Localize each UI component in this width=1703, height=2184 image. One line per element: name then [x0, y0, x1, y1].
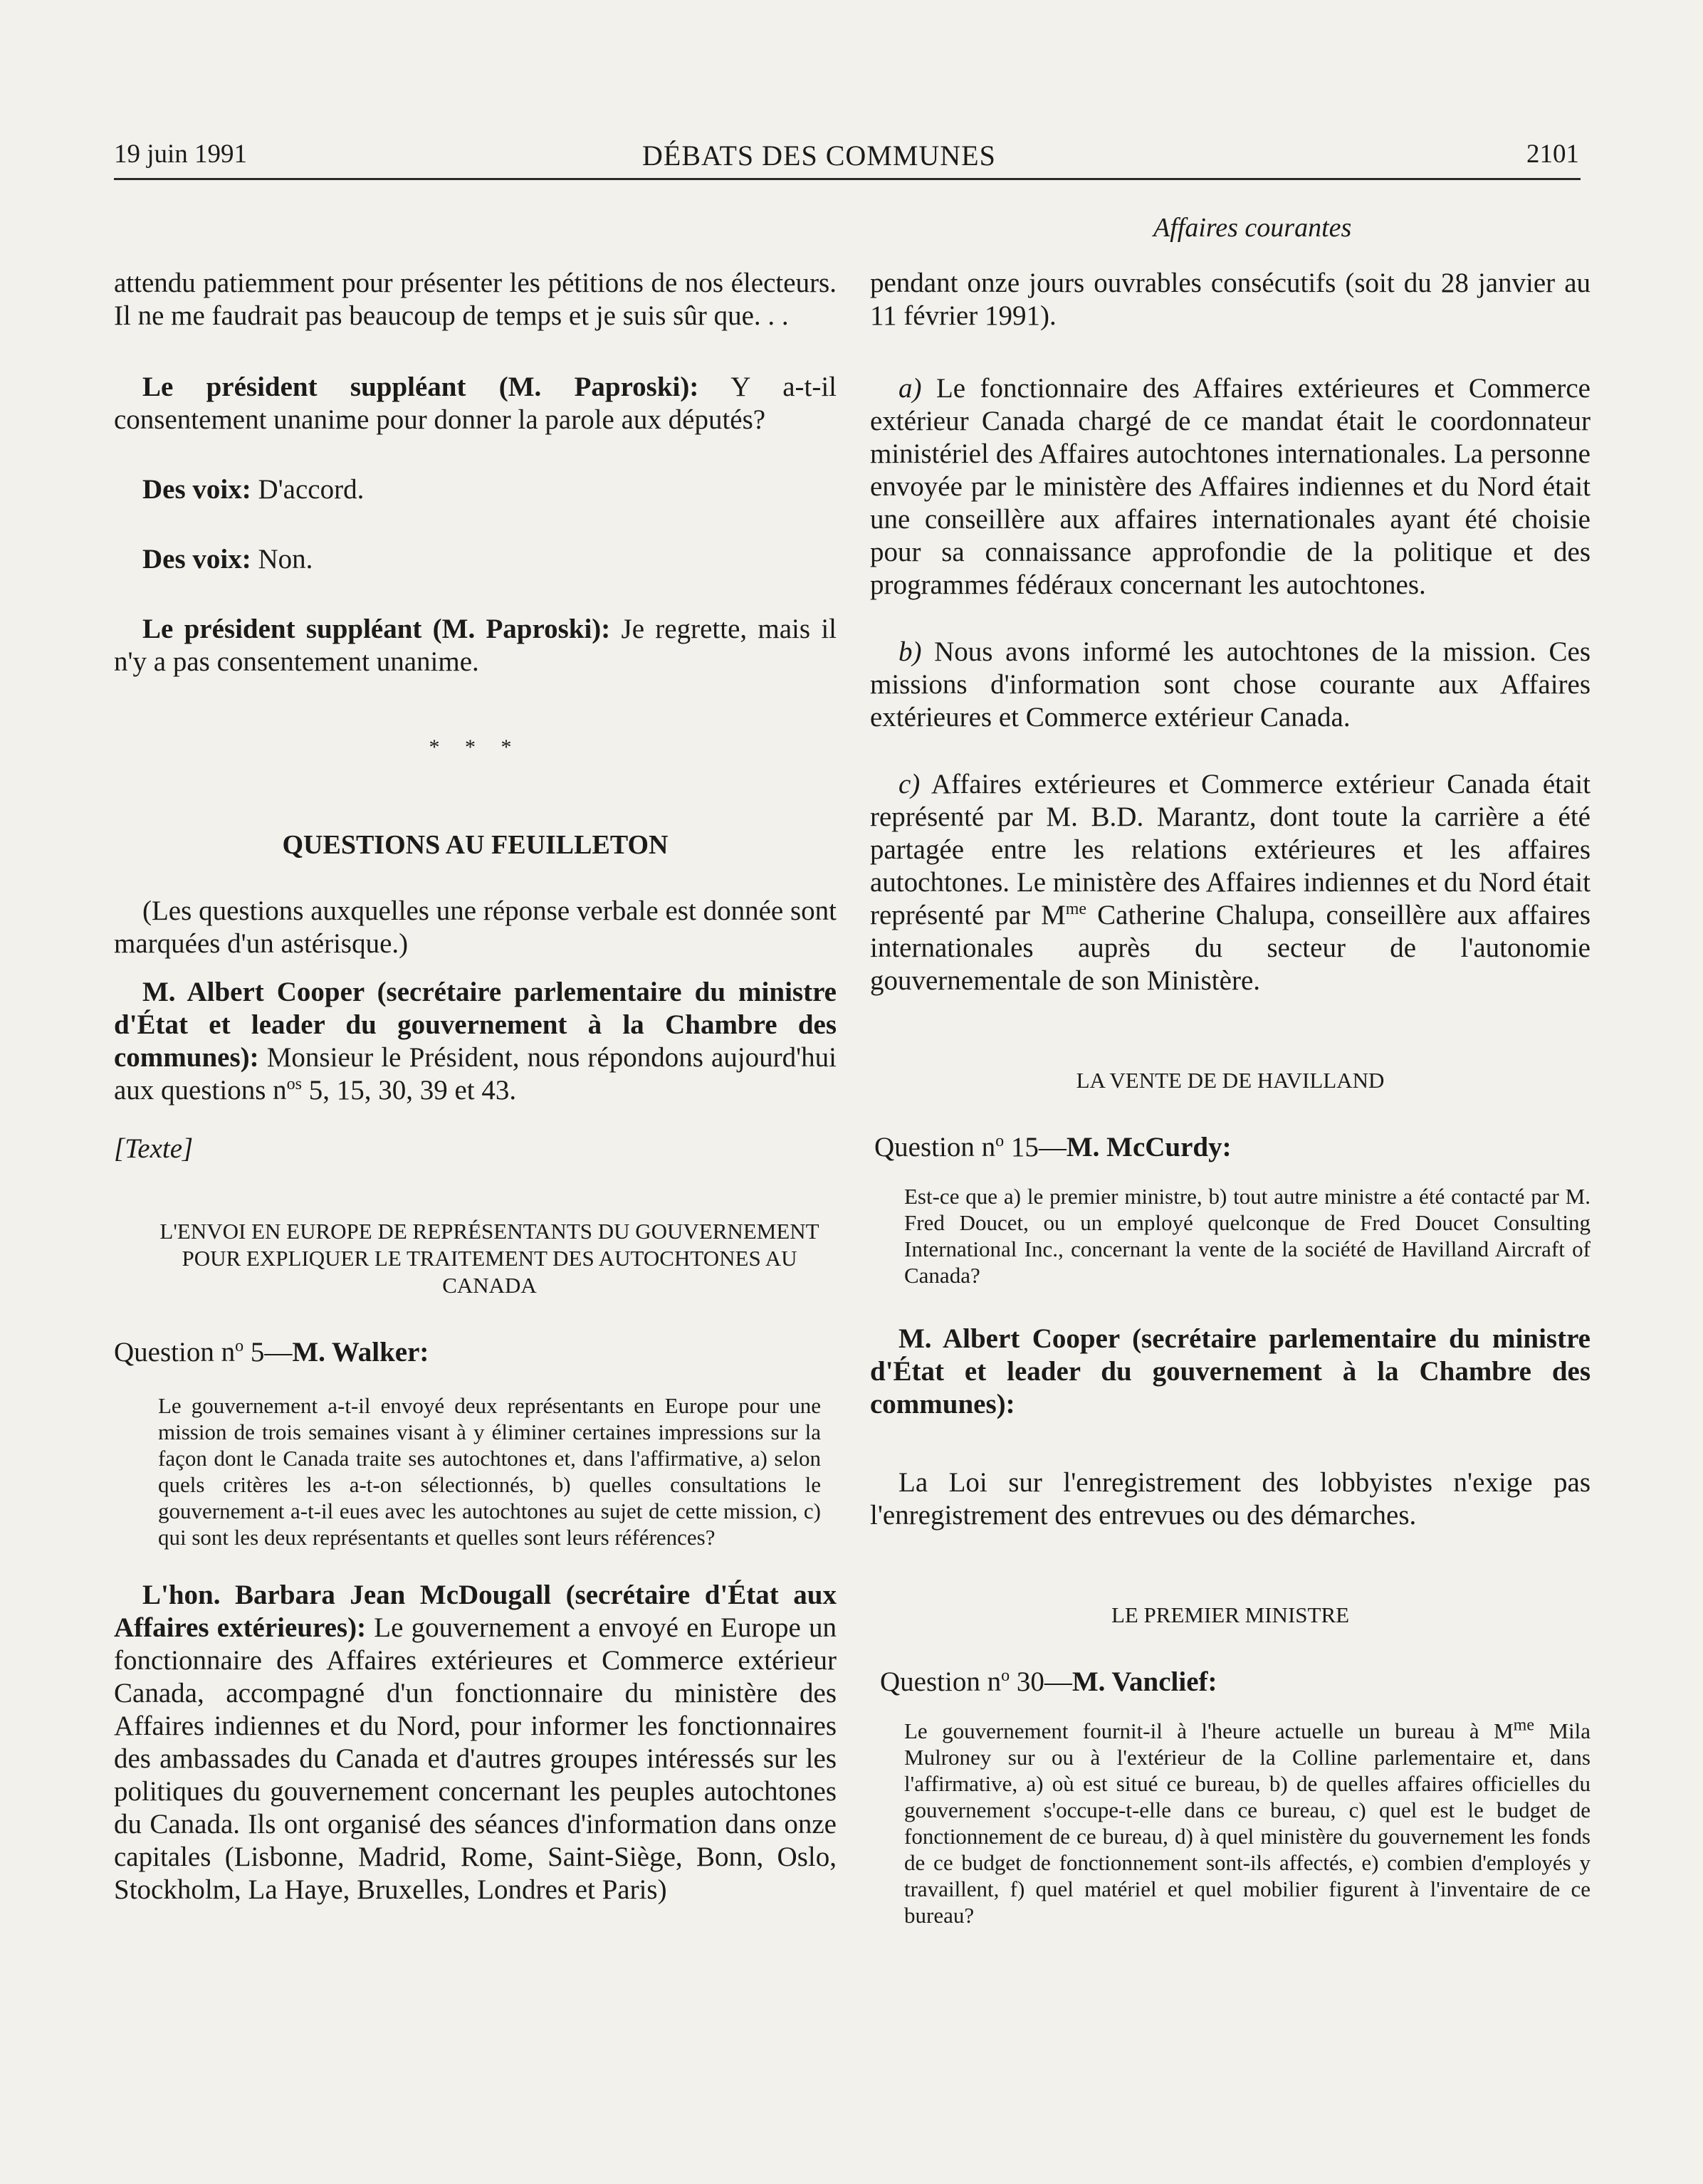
speech-text: Le gouvernement a envoyé en Europe un fonctionnaire des Affaires extérieures et Commerce extérieur Canada, accompagné d'un fonctionnaire du ministère des Affaires indiennes et du Nord, pour informer les fonctionnaires des ambassades du Canada et d'autres groupes intéressés sur les politiques du gouvernement concernant les peuples autochtones du Canada. Ils ont organisé des séances d'information dans onze capitales (Lisbonne, Madrid, Rome, Saint-Siège, Bonn, Oslo, Stockholm, La Haye, Bruxelles, Londres et Paris): [114, 1612, 837, 1905]
section-title: QUESTIONS AU FEUILLETON: [282, 830, 669, 860]
left-column: [114, 267, 837, 1906]
speech-text: D'accord.: [251, 474, 365, 505]
paragraph-continued: pendant onze jours ouvrables consécutifs (soit du 28 janvier au 11 février 1991).: [870, 268, 1591, 331]
speaker-name: Des voix:: [142, 474, 251, 505]
speaker-name: Le président suppléant (M. Paproski):: [142, 614, 611, 644]
speech-paragraph: [114, 1579, 837, 1906]
speech-paragraph: [114, 543, 837, 576]
speaker-name: L'hon. Barbara Jean McDougall (secrétaire d'État aux Affaires extérieures):: [114, 1580, 837, 1643]
page-number: 2101: [1526, 140, 1579, 169]
speech-text: Y a-t-il consentement unanime pour donner la parole aux députés?: [114, 372, 837, 435]
answer-text: La Loi sur l'enregistrement des lobbyistes n'exige pas l'enregistrement des entrevues ou des démarches.: [870, 1467, 1591, 1531]
question-title: Question $n^o$ 15—M. McCurdy:: [874, 1132, 1232, 1162]
member-name: M. McCurdy:: [1066, 1132, 1232, 1162]
answer-item-a: a) Le fonctionnaire des Affaires extérieures et Commerce extérieur Canada chargé de ce mandat était le coordonnateur ministériel des Affaires autochtones internationales. La personne envoyée par le ministère des Affaires indiennes et du Nord était une conseillère aux affaires internationales ayant été choisie pour sa connaissance approfondie de la politique et des programmes fédéraux concernant les autochtones.: [870, 373, 1591, 600]
speech-paragraph: [114, 371, 837, 436]
speaker-name: M. Albert Cooper (secrétaire parlementaire du ministre d'État et leader du gouvernement à la Chambre des communes):: [114, 977, 837, 1073]
speech-paragraph: [114, 613, 837, 678]
question-title: Question $n^o$ 30—M. Vanclief:: [880, 1666, 1217, 1697]
paragraph-continued: attendu patiemment pour présenter les pétitions de nos électeurs. Il ne me faudrait pas beaucoup de temps et je suis sûr que. . .: [114, 268, 837, 331]
question-body: Le gouvernement a-t-il envoyé deux représentants en Europe pour une mission de trois semaines visant à y éliminer certaines impressions sur la façon dont le Canada traite ses autochtones et, dans l'affirmative, a) selon quels critères les a-t-on sélectionnés, b) quelles consultations le gouvernement a-t-il eues avec les autochtones au sujet de cette mission, c) qui sont les deux représentants et quelles sont leurs références?: [158, 1393, 821, 1550]
note-paragraph: (Les questions auxquelles une réponse verbale est donnée sont marquées d'un astérisque.): [114, 896, 837, 959]
header-date: 19 juin 1991: [114, 140, 248, 169]
header-title: DÉBATS DES COMMUNES: [642, 140, 996, 172]
member-name: M. Vanclief:: [1071, 1666, 1217, 1697]
question-body: Est-ce que a) le premier ministre, b) tout autre ministre a été contacté par M. Fred Doucet, ou un employé quelconque de Fred Doucet Consulting International Inc., concernant la vente de la société de Havilland Aircraft of Canada?: [904, 1184, 1591, 1288]
speech-text: Non.: [251, 544, 313, 574]
speaker-name: Des voix:: [142, 544, 251, 574]
page-header: [114, 139, 1579, 182]
question-subheading: L'ENVOI EN EUROPE DE REPRÉSENTANTS DU GOUVERNEMENT POUR EXPLIQUER LE TRAITEMENT DES AUTOCHTONES AU CANADA: [159, 1219, 819, 1298]
speaker-name: M. Albert Cooper (secrétaire parlementaire du ministre d'État et leader du gouvernement à la Chambre des communes):: [870, 1323, 1591, 1419]
speech-paragraph: M. Albert Cooper (secrétaire parlementaire du ministre d'État et leader du gouvernement à la Chambre des communes): Monsieur le Président, nous répondons aujourd'hui aux questions $n^{os}$ 5, 15, 30, 39 et 43.: [114, 977, 837, 1106]
header-rule: [114, 178, 1581, 180]
question-subheading: LE PREMIER MINISTRE: [1111, 1602, 1350, 1627]
answer-item-c: c) Affaires extérieures et Commerce extérieur Canada était représenté par M. B.D. Marantz, dont toute la carrière a été partagée entre les relations extérieures et les affaires autochtones. Le ministère des Affaires indiennes et du Nord était représenté par $M^{me}$ Catherine Chalupa, conseillère aux affaires internationales auprès du secteur de l'autonomie gouvernementale de son Ministère.: [870, 769, 1591, 996]
answer-item-b: b) Nous avons informé les autochtones de la mission. Ces missions d'information sont chose courante aux Affaires extérieures et Commerce extérieur Canada.: [870, 636, 1591, 733]
running-head: Affaires courantes: [1153, 213, 1352, 243]
speaker-name: Le président suppléant (M. Paproski):: [142, 372, 699, 402]
member-name: M. Walker:: [292, 1337, 429, 1367]
question-title: Question $n^o$ 5—M. Walker:: [114, 1337, 429, 1367]
speech-paragraph: [114, 473, 837, 506]
speech-text: Je regrette, mais il n'y a pas consentement unanime.: [114, 614, 837, 677]
text-tag: [Texte]: [114, 1133, 194, 1164]
question-subheading: LA VENTE DE DE HAVILLAND: [1076, 1068, 1385, 1093]
section-separator: * * *: [429, 735, 522, 759]
right-column: [870, 267, 1591, 1928]
question-body: Le gouvernement fournit-il à l'heure actuelle un bureau à $M^{me}$ Mila Mulroney sur ou à l'extérieur de la Colline parlementaire et, dans l'affirmative, a) où est situé ce bureau, b) de quelles affaires officielles du gouvernement s'occupe-t-elle dans ce bureau, c) quel est le budget de fonctionnement de ce bureau, d) à quel ministère du gouvernement les fonds de ce budget de fonctionnement sont-ils affectés, e) combien d'employés y travaillent, f) quel matériel et quel mobilier figurent à l'inventaire de ce bureau?: [904, 1716, 1591, 1928]
